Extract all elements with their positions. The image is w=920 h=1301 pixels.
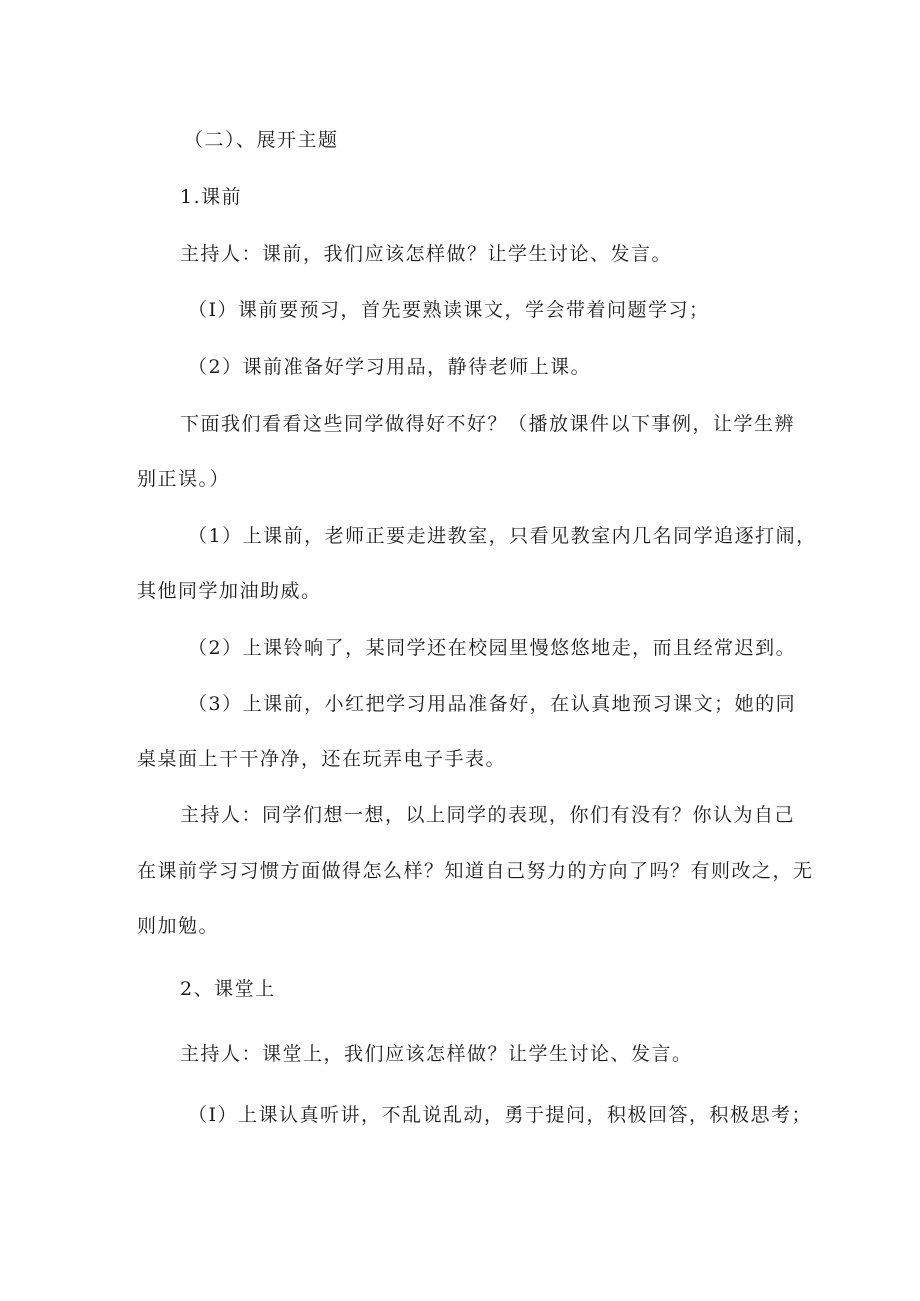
example-1-cont: 其他同学加油助威。: [137, 580, 322, 602]
paragraph-examples-intro: 下面我们看看这些同学做得好不好？（播放课件以下事例，让学生辨: [180, 413, 796, 435]
paragraph-examples-intro-cont: 别正误。）: [137, 468, 231, 490]
host-reflection: 主持人：同学们想一想，以上同学的表现，你们有没有？你认为自己: [180, 804, 796, 826]
host-reflection-end: 则加勉。: [137, 915, 220, 937]
example-3: （3）上课前，小红把学习用品准备好，在认真地预习课文；她的同: [188, 693, 797, 715]
host-question-in-class: 主持人：课堂上，我们应该怎样做？让学生讨论、发言。: [180, 1043, 693, 1065]
host-reflection-cont: 在课前学习习惯方面做得怎么样？知道自己努力的方向了吗？有则改之，无: [137, 860, 814, 882]
subheading-before-class: 1.课前: [180, 186, 243, 208]
list-item-listen: （I）上课认真听讲，不乱说乱动，勇于提问，积极回答，积极思考；: [188, 1104, 813, 1126]
host-question-before-class: 主持人：课前，我们应该怎样做？让学生讨论、发言。: [180, 243, 673, 265]
example-2: （2）上课铃响了，某同学还在校园里慢悠悠地走，而且经常迟到。: [188, 637, 797, 659]
example-3-cont: 桌桌面上干干净净，还在玩弄电子手表。: [137, 748, 507, 770]
section-heading: （二）、展开主题: [184, 129, 339, 151]
list-item-preview: （I）课前要预习，首先要熟读课文，学会带着问题学习；: [188, 299, 710, 321]
example-1: （1）上课前，老师正要走进教室，只看见教室内几名同学追逐打闹，: [188, 525, 817, 547]
list-item-prepare-supplies: （2）课前准备好学习用品，静待老师上课。: [188, 356, 592, 378]
subheading-in-class: 2、课堂上: [180, 978, 276, 1000]
